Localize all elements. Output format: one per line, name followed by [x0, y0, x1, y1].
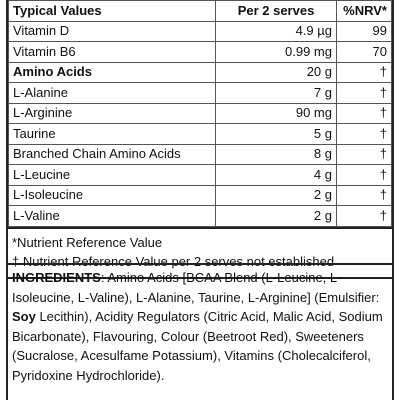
nutrient-amount: 2 g — [216, 185, 337, 206]
nutrient-amount: 4.9 µg — [216, 21, 337, 42]
table-row — [9, 21, 392, 42]
table-row — [9, 103, 392, 124]
nutrient-nrv: 70 — [337, 42, 392, 63]
nutrient-nrv: 99 — [337, 21, 392, 42]
nutrient-name: Vitamin B6 — [9, 42, 216, 63]
nutrient-name: Vitamin D — [9, 21, 216, 42]
nutrient-name: Branched Chain Amino Acids — [9, 144, 216, 165]
nutrient-name: L-Alanine — [9, 83, 216, 104]
nutrient-name: L-Arginine — [9, 103, 216, 124]
table-row — [9, 144, 392, 165]
table-row — [9, 42, 392, 63]
allergen-soy: Soy — [12, 309, 36, 325]
nutrient-amount: 8 g — [216, 144, 337, 165]
table-header-row — [9, 1, 392, 22]
nutrient-name: L-Isoleucine — [9, 185, 216, 206]
nutrition-panel — [6, 0, 394, 279]
nutrient-nrv: † — [337, 144, 392, 165]
header-nrv: %NRV* — [337, 1, 392, 22]
nutrient-amount: 4 g — [216, 165, 337, 186]
header-typical-values: Typical Values — [9, 1, 216, 22]
nutrient-amount: 5 g — [216, 124, 337, 145]
ingredients-text-part1: : Amino Acids [BCAA Blend (L-Leucine, L-Isoleucine, L-Valine), L-Alanine, Taurine, L-Arginine] (Emulsifier: — [12, 270, 380, 305]
nutrient-amount: 90 mg — [216, 103, 337, 124]
nutrient-nrv: † — [337, 165, 392, 186]
table-row — [9, 62, 392, 83]
nutrient-nrv: † — [337, 62, 392, 83]
header-per-2-serves: Per 2 serves — [216, 1, 337, 22]
nutrient-amount: 20 g — [216, 62, 337, 83]
table-row — [9, 83, 392, 104]
nutrient-nrv: † — [337, 83, 392, 104]
nutrition-table — [8, 0, 392, 227]
table-row — [9, 206, 392, 227]
table-row — [9, 185, 392, 206]
nutrient-amount: 7 g — [216, 83, 337, 104]
nutrient-amount: 0.99 mg — [216, 42, 337, 63]
nutrient-nrv: † — [337, 124, 392, 145]
table-row — [9, 124, 392, 145]
footnote-nrv: *Nutrient Reference Value — [12, 234, 163, 250]
ingredients-box — [6, 263, 394, 400]
ingredients-text-part2: Lecithin), Acidity Regulators (Citric Acid, Malic Acid, Sodium Bicarbonate), Flavouring, Colour (Beetroot Red), Sweeteners (Sucralose, Acesulfame Potassium), Vitamins (Cholecalciferol, Pyridoxine Hydrochloride). — [12, 309, 383, 383]
nutrient-name: Taurine — [9, 124, 216, 145]
nutrient-name: Amino Acids — [9, 62, 216, 83]
nutrient-amount: 2 g — [216, 206, 337, 227]
nutrient-nrv: † — [337, 185, 392, 206]
nutrient-nrv: † — [337, 206, 392, 227]
ingredients-title: INGREDIENTS — [12, 270, 101, 285]
table-row — [9, 165, 392, 186]
nutrient-name: L-Valine — [9, 206, 216, 227]
nutrient-nrv: † — [337, 103, 392, 124]
nutrient-name: L-Leucine — [9, 165, 216, 186]
footnote-dagger: † Nutrient Reference Value per 2 serves not established — [12, 253, 335, 269]
